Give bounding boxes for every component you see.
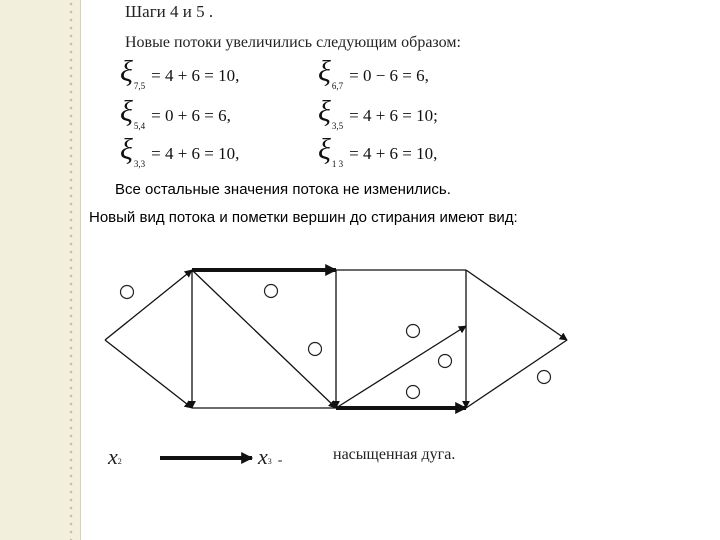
legend-from-sub: 2 bbox=[117, 457, 122, 466]
xi-symbol: ξ bbox=[318, 95, 331, 128]
vertex-mark bbox=[407, 386, 420, 399]
legend-to-sub: 3 bbox=[267, 457, 272, 466]
steps-heading: Шаги 4 и 5 . bbox=[125, 2, 214, 21]
legend-from-var: x bbox=[108, 444, 118, 469]
formula-expression: = 4 + 6 = 10, bbox=[151, 66, 240, 85]
vertex-mark bbox=[121, 286, 134, 299]
unchanged-note: Все остальные значения потока не изменились. bbox=[115, 181, 451, 198]
xi-symbol: ξ bbox=[120, 95, 133, 128]
xi-symbol: ξ bbox=[318, 133, 331, 166]
formula-expression: = 0 + 6 = 6, bbox=[151, 106, 231, 125]
legend-vertex-to bbox=[258, 444, 282, 470]
xi-symbol: ξ bbox=[318, 55, 331, 88]
vertex-mark bbox=[309, 343, 322, 356]
legend-description: насыщенная дуга. bbox=[333, 446, 456, 463]
arc bbox=[466, 340, 567, 408]
vertex-mark bbox=[265, 285, 278, 298]
formula-expression: = 4 + 6 = 10; bbox=[349, 106, 438, 125]
legend-dash: - bbox=[277, 453, 283, 468]
formula-expression: = 4 + 6 = 10, bbox=[151, 144, 240, 163]
formula-expression: = 4 + 6 = 10, bbox=[349, 144, 438, 163]
formula-expression: = 0 − 6 = 6, bbox=[349, 66, 429, 85]
formula-subscript: 6,7 bbox=[331, 81, 344, 91]
arc bbox=[105, 340, 192, 408]
new-view-note: Новый вид потока и пометки вершин до стирания имеют вид: bbox=[89, 209, 518, 226]
vertex-mark bbox=[407, 325, 420, 338]
formula-subscript: 3,5 bbox=[331, 121, 344, 131]
arc bbox=[105, 270, 192, 340]
intro-text: Новые потоки увеличились следующим образом: bbox=[125, 34, 461, 51]
arc bbox=[466, 270, 567, 340]
legend-vertex-from bbox=[108, 444, 122, 470]
formula-subscript: 1 3 bbox=[331, 159, 344, 169]
vertex-mark bbox=[439, 355, 452, 368]
xi-symbol: ξ bbox=[120, 55, 133, 88]
formula-subscript: 5,4 bbox=[133, 121, 146, 131]
xi-symbol: ξ bbox=[120, 133, 133, 166]
formula-subscript: 3,3 bbox=[133, 159, 146, 169]
formula-subscript: 7,5 bbox=[133, 81, 146, 91]
legend-to-var: x bbox=[258, 444, 268, 469]
vertex-mark bbox=[538, 371, 551, 384]
